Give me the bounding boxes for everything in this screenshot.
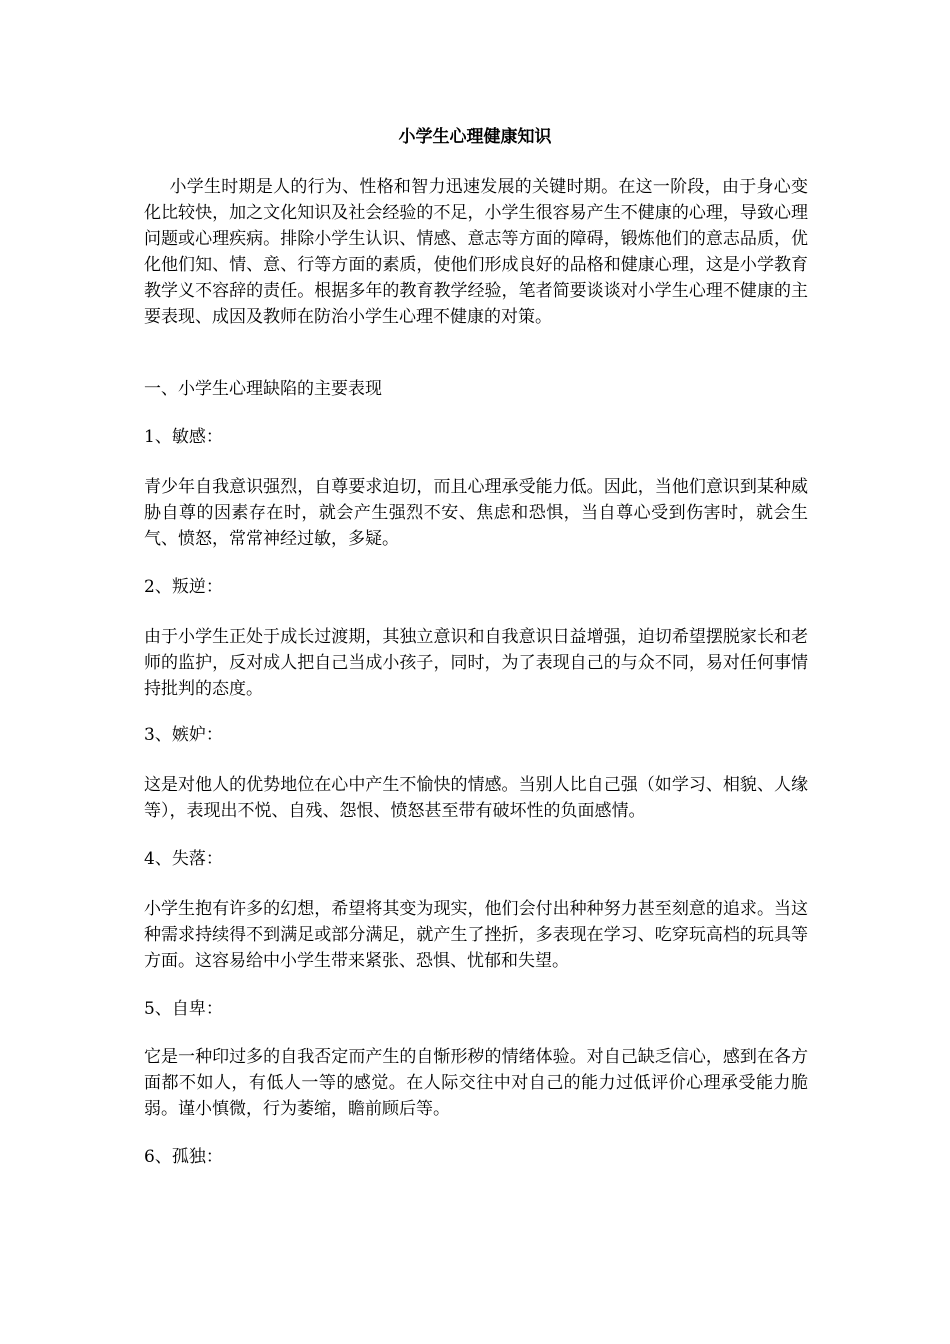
document-title: 小学生心理健康知识 [398,127,552,147]
item-text-inferiority: 它是一种印过多的自我否定而产生的自惭形秽的情绪体验。对自己缺乏信心，感到在各方面都不如人，有低人一等的感觉。在人际交往中对自己的能力过低评价心理承受能力脆弱。谨小慎微，行为萎缩，瞻前顾后等。 [144,1047,808,1119]
item-text-sensitive: 青少年自我意识强烈，自尊要求迫切，而且心理承受能力低。因此，当他们意识到某种威胁自尊的因素存在时，就会产生强烈不安、焦虑和恐惧，当自尊心受到伤害时，就会生气、愤怒，常常神经过敏，多疑。 [144,477,808,549]
item-text-rebellious: 由于小学生正处于成长过渡期，其独立意识和自我意识日益增强，迫切希望摆脱家长和老师的监护，反对成人把自己当成小孩子，同时，为了表现自己的与众不同，易对任何事情持批判的态度。 [144,627,808,699]
item-heading-loss: 4、失落： [144,849,223,869]
section-heading: 一、小学生心理缺陷的主要表现 [144,379,382,399]
intro-paragraph: 小学生时期是人的行为、性格和智力迅速发展的关键时期。在这一阶段，由于身心变化比较快，加之文化知识及社会经验的不足，小学生很容易产生不健康的心理，导致心理问题或心理疾病。排除小学生认识、情感、意志等方面的障碍，锻炼他们的意志品质，优化他们知、情、意、行等方面的素质，使他们形成良好的品格和健康心理，这是小学教育教学义不容辞的责任。根据多年的教育教学经验，笔者简要谈谈对小学生心理不健康的主要表现、成因及教师在防治小学生心理不健康的对策。 [144,177,808,327]
item-text-jealous: 这是对他人的优势地位在心中产生不愉快的情感。当别人比自己强（如学习、相貌、人缘等），表现出不悦、自残、怨恨、愤怒甚至带有破坏性的负面感情。 [144,775,808,821]
item-heading-loneliness: 6、孤独： [144,1147,223,1167]
item-text-loss: 小学生抱有许多的幻想，希望将其变为现实，他们会付出种种努力甚至刻意的追求。当这种需求持续得不到满足或部分满足，就产生了挫折，多表现在学习、吃穿玩高档的玩具等方面。这容易给中小学生带来紧张、恐惧、忧郁和失望。 [144,899,808,971]
item-heading-inferiority: 5、自卑： [144,999,223,1019]
item-heading-jealous: 3、嫉妒： [144,725,223,745]
item-heading-rebellious: 2、叛逆： [144,577,223,597]
item-heading-sensitive: 1、敏感： [144,427,223,447]
